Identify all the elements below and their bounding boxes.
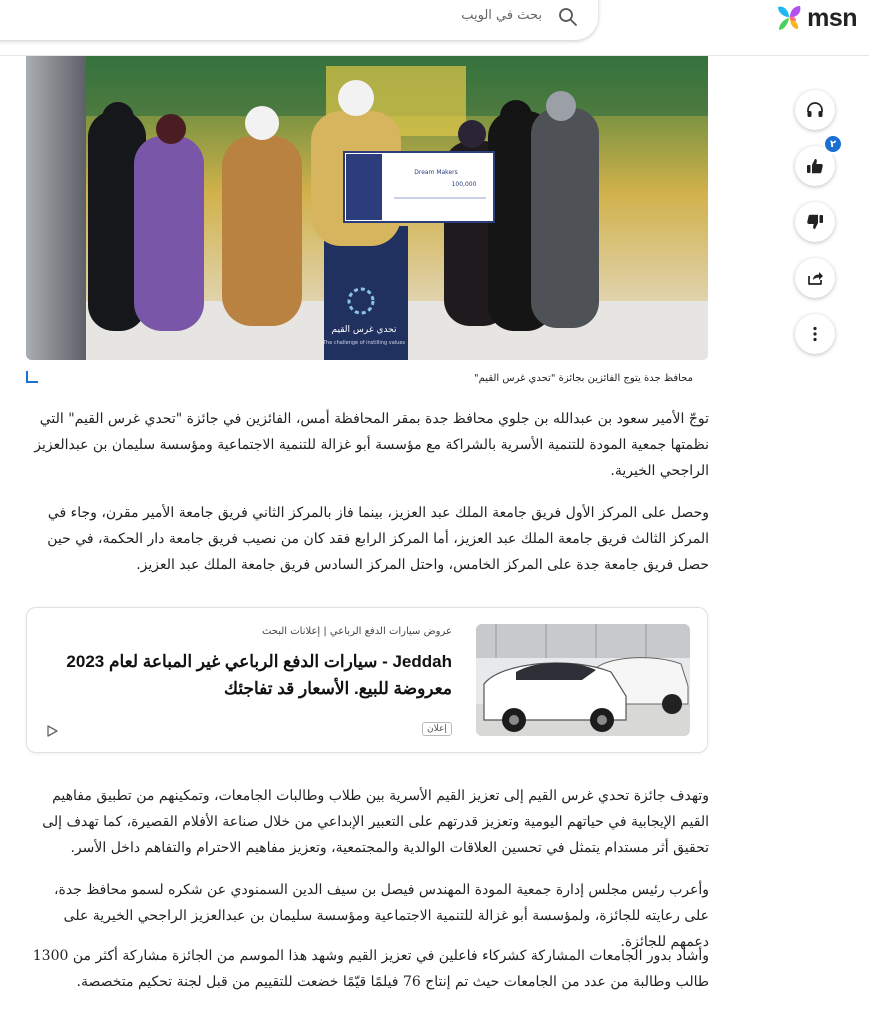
share-button[interactable] xyxy=(795,258,835,298)
listen-button[interactable] xyxy=(795,90,835,130)
thumbs-down-icon xyxy=(806,213,824,231)
search-input[interactable]: بحث في الويب xyxy=(461,8,542,23)
msn-logo[interactable] xyxy=(774,2,857,34)
more-options-button[interactable] xyxy=(795,314,835,354)
sponsored-ad-card[interactable] xyxy=(26,607,708,753)
adchoices-icon[interactable] xyxy=(45,724,59,738)
ad-title[interactable]: Jeddah - سيارات الدفع الرباعي غير المباعة لعام 2023 معروضة للبيع. الأسعار قد تفاجئك xyxy=(66,652,452,698)
article-paragraph: وتهدف جائزة تحدي غرس القيم إلى تعزيز القيم الأسرية بين طلاب وطالبات الجامعات، وتمكينهم من تطبيق مفاهيم القيم الإيجابية في حياتهم اليومية وتعزيز قدرتهم على التعبير الإبداعي من خلال صناعة الأفلام القصيرة، كما تهدف إلى تحقيق أثر مستدام يتمثل في تحسين العلاقات الوالدية والمجتمعية، وتعزيز مفاهيم الاحترام والتفاهم داخل الأسر. xyxy=(42,788,709,856)
dislike-button[interactable] xyxy=(795,202,835,242)
search-icon[interactable] xyxy=(558,7,578,27)
like-button[interactable] xyxy=(795,138,837,186)
podium-sign-text: تحدي غرس القيم xyxy=(331,325,397,335)
image-caption: محافظ جدة يتوج الفائزين بجائزة "تحدي غرس القيم" xyxy=(474,373,693,384)
search-bar[interactable] xyxy=(0,0,598,40)
headphones-icon xyxy=(806,101,824,119)
article-paragraph: وأعرب رئيس مجلس إدارة جمعية المودة المهندس فيصل بن سيف الدين السمنودي عن شكره لسمو محافظ جدة، على رعايته للجائزة، ولمؤسسة أبو غزالة للتنمية الاجتماعية ومؤسسة سليمان بن عبدالعزيز الراجحي الخيرية على دعمهم للجائزة. xyxy=(54,882,709,950)
ad-source: عروض سيارات الدفع الرباعي | إعلانات البحث xyxy=(261,626,452,637)
article-hero-image xyxy=(26,56,708,360)
thumbs-up-icon xyxy=(806,157,824,175)
article-paragraph: وأشاد بدور الجامعات المشاركة كشركاء فاعلين في تعزيز القيم وشهد هذا الموسم من الجائزة مشاركة أكثر من 1300 طالب وطالبة من عدد من الجامعات حيث تم إنتاج 76 فيلمًا قيّمًا خضعت للتقييم من قبل لجنة تحكيم متخصصة. xyxy=(32,948,709,990)
ad-image[interactable] xyxy=(476,624,690,736)
like-count-badge: ٢ xyxy=(823,134,843,154)
cheque-amount: 100,000 xyxy=(451,181,477,188)
msn-butterfly-icon xyxy=(774,3,804,33)
top-bar xyxy=(0,0,869,56)
article-paragraph: توجّ الأمير سعود بن عبدالله بن جلوي محافظ جدة بمقر المحافظة أمس، الفائزين في جائزة "تحدي غرس القيم" التي نظمتها جمعية المودة للتنمية الأسرية بالشراكة مع مؤسسة أبو غزالة للتنمية الاجتماعية ومؤسسة سليمان بن عبدالعزيز الراجحي الخيرية. xyxy=(34,411,709,479)
article-paragraph: وحصل على المركز الأول فريق جامعة الملك عبد العزيز، بينما فاز بالمركز الثاني فريق جامعة الأمير مقرن، وجاء في المركز الثالث فريق جامعة الملك عبد العزيز، أما المركز الرابع فقد كان من نصيب فريق جامعة دار الحكمة، في حين حصل فريق جامعة جدة على المركز الخامس، واحتل المركز السادس فريق جامعة الملك عبد العزيز. xyxy=(47,505,709,573)
brand-name: msn xyxy=(807,3,857,32)
share-icon xyxy=(806,269,824,287)
podium-sign-subtext: The challenge of instilling values xyxy=(322,340,406,346)
caption-marker xyxy=(26,371,38,383)
ad-label-badge: إعلان xyxy=(422,722,452,736)
more-vertical-icon xyxy=(806,325,824,343)
cheque-team-name: Dream Makers xyxy=(414,169,458,176)
